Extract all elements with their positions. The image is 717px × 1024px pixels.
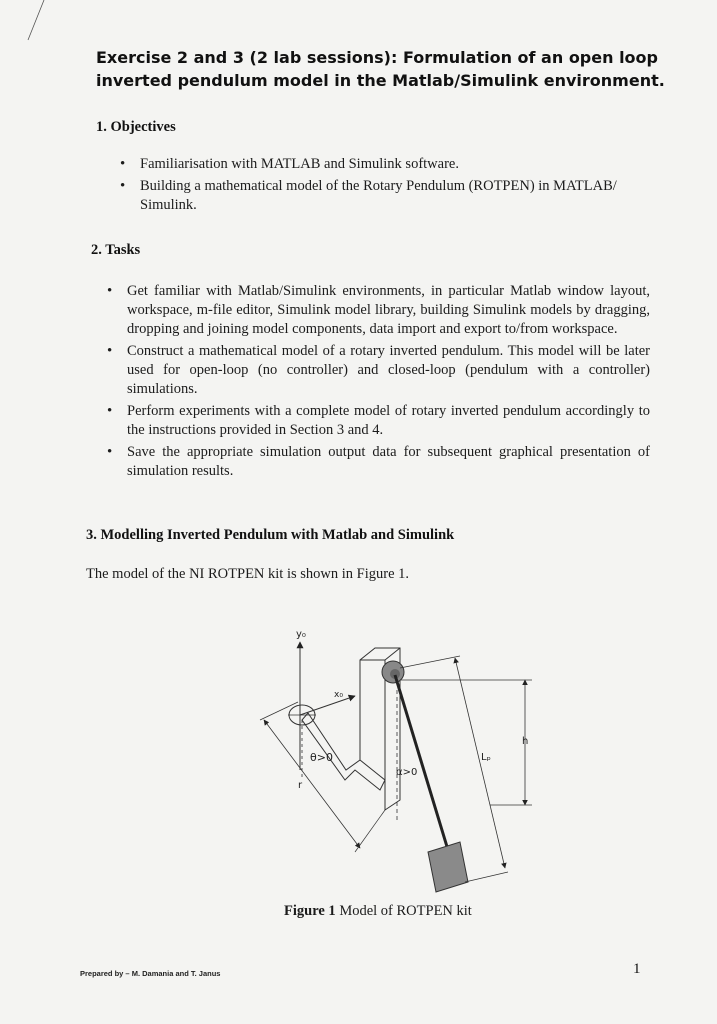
- title-line-2: inverted pendulum model in the Matlab/Simulink environment.: [96, 71, 665, 90]
- task-item: • Perform experiments with a complete model of rotary inverted pendulum accordingly to the instructions provided in Section 3 and 4.: [105, 402, 650, 440]
- figure-caption-number: Figure 1: [284, 903, 336, 919]
- modelling-heading: 3. Modelling Inverted Pendulum with Matlab and Simulink: [86, 527, 455, 543]
- title-line-1: Exercise 2 and 3 (2 lab sessions): Formulation of an open loop: [96, 48, 658, 67]
- r-label: r: [298, 780, 303, 791]
- lp-dimension: [455, 658, 505, 868]
- objectives-list: [118, 155, 648, 218]
- objectives-heading: 1. Objectives: [96, 119, 176, 135]
- r-dimension: [264, 720, 360, 848]
- task-item: • Get familiar with Matlab/Simulink environments, in particular Matlab window layout, workspace, m-file editor, Simulink model library, building Simulink models by dragging, dropping and joining model components, data import and export to/from workspace.: [105, 282, 650, 339]
- figure-caption: [284, 903, 472, 920]
- page-number: 1: [633, 961, 641, 977]
- rotpen-figure: [250, 620, 550, 900]
- modelling-intro: The model of the NI ROTPEN kit is shown in Figure 1.: [86, 566, 410, 582]
- pendulum-mass: [428, 842, 468, 892]
- alpha-label: α>0: [396, 767, 418, 778]
- objective-item: • Building a mathematical model of the Rotary Pendulum (ROTPEN) in MATLAB/ Simulink.: [118, 177, 648, 215]
- x0-axis: [300, 696, 355, 715]
- objective-item: • Familiarisation with MATLAB and Simulink software.: [118, 155, 648, 174]
- y0-label: y₀: [296, 629, 306, 640]
- figure-caption-text: Model of ROTPEN kit: [335, 903, 472, 919]
- footer-prepared-by: Prepared by – M. Damania and T. Janus: [80, 969, 221, 978]
- theta-label: θ>0: [310, 751, 333, 764]
- tasks-heading: 2. Tasks: [91, 242, 141, 258]
- lp-label: Lₚ: [481, 752, 491, 763]
- document-title: [96, 46, 665, 92]
- task-item: • Save the appropriate simulation output data for subsequent graphical presentation of simulation results.: [105, 443, 650, 481]
- h-label: h: [522, 736, 529, 747]
- tasks-list: [105, 282, 650, 484]
- x0-label: x₀: [334, 690, 343, 700]
- pen-mark: [0, 0, 60, 60]
- pendulum-rod: [395, 675, 448, 850]
- task-item: • Construct a mathematical model of a rotary inverted pendulum. This model will be later used for open-loop (no controller) and closed-loop (pendulum with a controller) simulations.: [105, 342, 650, 399]
